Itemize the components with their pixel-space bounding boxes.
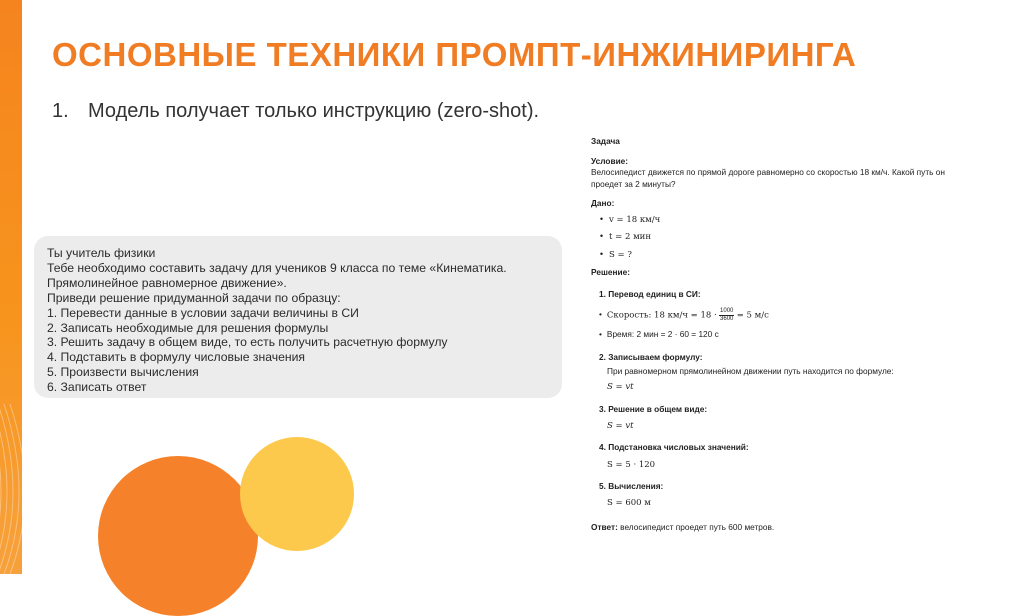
step2-label: 2. Записываем формулу: [599, 351, 703, 362]
given-label: Дано: [591, 197, 615, 208]
prompt-line: Приведи решение придуманной задачи по образцу: [47, 290, 341, 305]
technique-point [52, 100, 539, 123]
step4-formula: S = 5 · 120 [607, 459, 656, 470]
condition-text: Велосипедист движется по прямой дороге равномерно со скоростью 18 км/ч. Какой путь он проедет за 2 минуты? [591, 167, 945, 189]
step4-label: 4. Подстановка числовых значений: [599, 442, 749, 453]
answer-text: велосипедист проедет путь 600 метров. [620, 521, 775, 532]
solution-label: Решение: [591, 267, 630, 278]
point-text: Модель получает только инструкцию (zero-shot). [88, 100, 540, 122]
step2-text: При равномерном прямолинейном движении путь находится по формуле: [607, 366, 894, 377]
step3-formula: S = vt [607, 420, 634, 431]
slide-title: ОСНОВНЫЕ ТЕХНИКИ ПРОМПТ-ИНЖИНИРИНГА [52, 36, 857, 73]
prompt-line: 4. Подставить в формулу числовые значения [47, 350, 305, 365]
side-bar-curves [0, 344, 22, 574]
task-solution [591, 136, 991, 533]
given-item: • t = 2 мин [591, 232, 991, 243]
step3-label: 3. Решение в общем виде: [599, 403, 708, 414]
decorative-orange-circle [98, 456, 258, 616]
step1-speed [591, 308, 991, 323]
point-number: 1. [52, 100, 69, 122]
prompt-line: 5. Произвести вычисления [47, 365, 199, 380]
task-heading: Задача [591, 136, 620, 146]
prompt-box [34, 236, 562, 398]
step1-speed-suffix: = 5 м/с [736, 310, 769, 321]
fraction-denominator: 3600 [720, 315, 734, 322]
step1-label: 1. Перевод единиц в СИ: [599, 288, 701, 299]
prompt-line: Тебе необходимо составить задачу для учеников 9 класса по теме «Кинематика. [47, 260, 507, 275]
step1-fraction [719, 308, 734, 323]
prompt-line: 3. Решить задачу в общем виде, то есть получить расчетную формулу [47, 335, 448, 350]
prompt-line: 1. Перевести данные в условии задачи величины в СИ [47, 305, 359, 320]
side-accent-bar [0, 0, 22, 574]
given-item: • v = 18 км/ч [591, 215, 991, 226]
prompt-line: 6. Записать ответ [47, 380, 147, 395]
step5-formula: S = 600 м [607, 498, 651, 509]
step5-label: 5. Вычисления: [599, 481, 664, 492]
step1-speed-prefix: Скорость: 18 км/ч = 18 · [606, 310, 717, 321]
decorative-yellow-circle [240, 437, 354, 551]
condition-label: Условие: [591, 156, 629, 167]
prompt-line: Прямолинейное равномерное движение». [47, 275, 287, 290]
answer-label: Ответ: [591, 521, 618, 532]
given-item: • S = ? [591, 250, 991, 261]
step2-formula: S = vt [607, 382, 634, 393]
step1-time: • Время: 2 мин = 2 · 60 = 120 с [591, 329, 991, 340]
prompt-line: Ты учитель физики [47, 246, 156, 260]
answer [591, 522, 991, 533]
fraction-numerator: 1000 [720, 307, 734, 314]
prompt-line: 2. Записать необходимые для решения формулы [47, 320, 329, 335]
